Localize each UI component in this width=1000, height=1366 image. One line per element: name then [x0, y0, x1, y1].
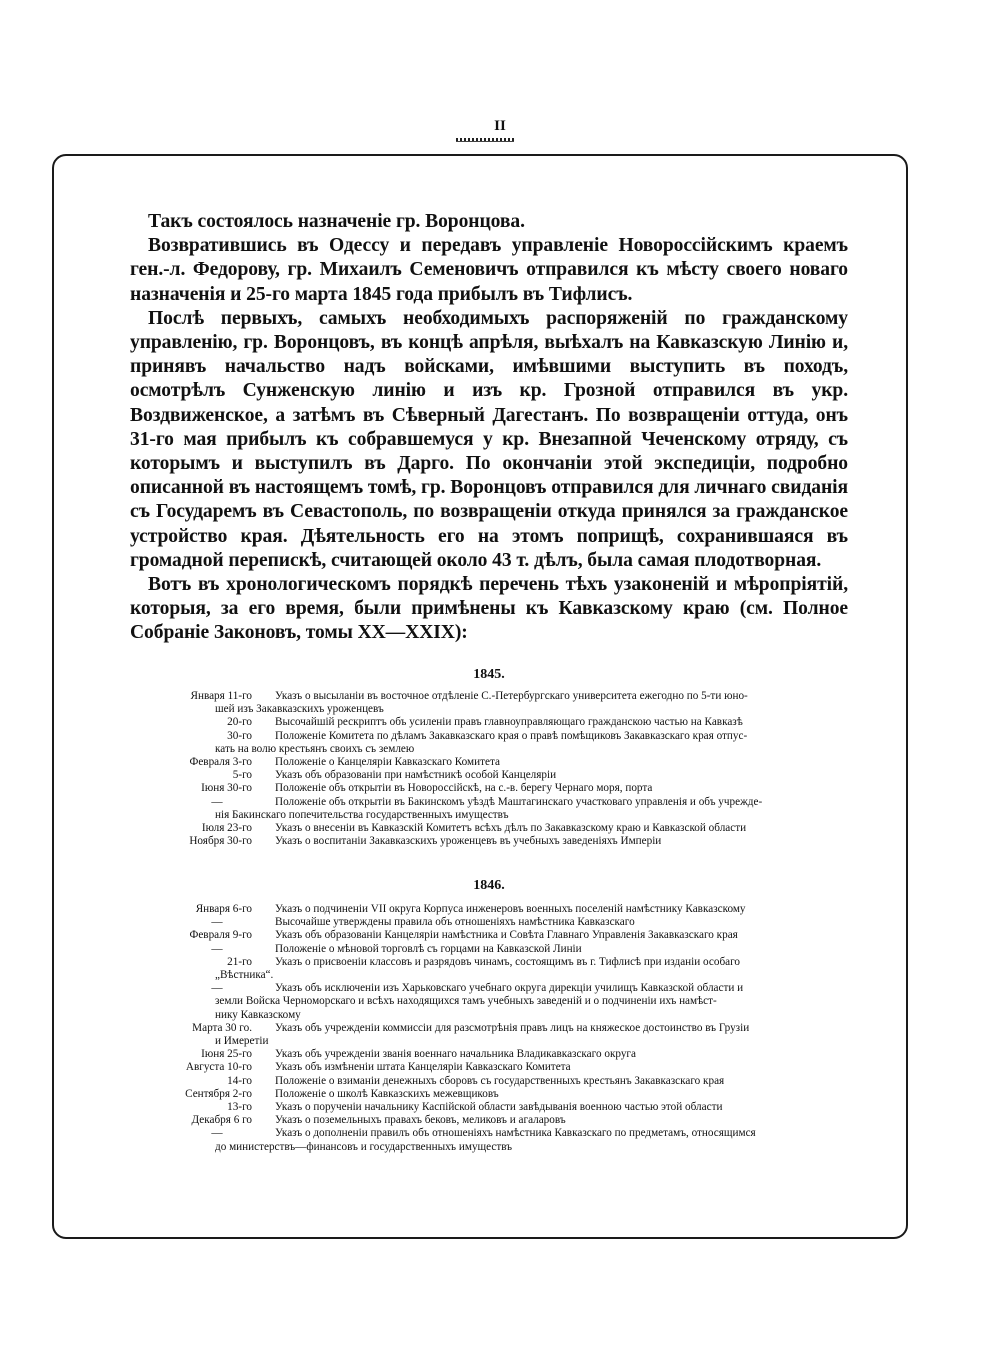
chronology-entry: [160, 690, 850, 716]
chronology-entry: [160, 956, 850, 982]
entry-date: 20-го: [227, 716, 252, 729]
entry-text: Положеніе объ открытіи въ Бакинскомъ уѣздѣ Маштагинскаго участковаго управленія и объ учрежде- нія Бакинскаго попечительства государственныхъ имуществъ: [215, 795, 763, 821]
entry-text: Положеніе Комитета по дѣламъ Закавказскаго края о правѣ помѣщиковъ Закавказскаго края отпус- кать на волю крестьянъ своихъ съ землею: [215, 729, 748, 755]
entry-text: Указъ о дополненіи правилъ объ отношеніяхъ намѣстника Кавказскаго по предметамъ, относящимся до министерствъ—финансовъ и государственныхъ имуществъ: [215, 1127, 756, 1153]
chronology-list-1846: [160, 903, 850, 1154]
entry-text: Указъ о поземельныхъ правахъ бековъ, меликовъ и агаларовъ: [275, 1114, 566, 1127]
entry-date: Іюня 25-го: [201, 1048, 252, 1061]
chronology-entry: [160, 1061, 850, 1074]
paragraph: Возвратившись въ Одессу и передавъ управленіе Новороссійскимъ краемъ ген.-л. Федорову, гр. Михаилъ Семеновичъ отправился къ мѣсту своего новаго назначенія и 25-го марта 1845 года прибылъ въ Тифлисъ.: [130, 235, 848, 305]
chronology-entry: [160, 730, 850, 756]
entry-text: Указъ о присвоеніи классовъ и разрядовъ чинамъ, состоящимъ въ г. Тифлисѣ при изданіи особаго „Вѣстника“.: [215, 955, 741, 982]
entry-date: Января 11-го: [190, 690, 252, 702]
chronology-entry: [160, 716, 850, 729]
paragraph: Такъ состоялось назначеніе гр. Воронцова.: [148, 211, 525, 232]
entry-date: Августа 10-го: [185, 1061, 252, 1074]
chronology-entry: [160, 1127, 850, 1153]
entry-text: Положеніе о взиманіи денежныхъ сборовъ съ государственныхъ крестьянъ Закавказскаго края: [275, 1074, 725, 1087]
chronology-list-1845: [160, 690, 850, 848]
year-heading-1846: 1846.: [473, 878, 505, 893]
entry-date: Января 6-го: [195, 903, 252, 915]
entry-text: Указъ о подчиненіи VII округа Корпуса инженеровъ военныхъ поселеній намѣстнику Кавказскому: [275, 903, 746, 915]
chronology-entry: [160, 822, 850, 835]
entry-date: 21-го: [227, 955, 252, 968]
entry-text: Высочайше утверждены правила объ отношеніяхъ намѣстника Кавказскаго: [275, 916, 635, 929]
chronology-entry: [160, 1075, 850, 1088]
entry-date: Сентября 2-го: [185, 1087, 252, 1100]
chronology-entry: [160, 835, 850, 848]
entry-text: Указъ объ исключеніи изъ Харьковскаго учебнаго округа дирекціи училищъ Кавказской области и земли Войска Черноморскаго и всѣхъ находящихся тамъ учебныхъ заведеній и о подчиненіи ихъ намѣст- нику Кавказскому: [215, 982, 744, 1021]
entry-date: —: [211, 916, 223, 929]
entry-date: —: [211, 982, 223, 995]
entry-date: Февраля 9-го: [189, 929, 252, 942]
paragraph: Вотъ въ хронологическомъ порядкѣ перечень тѣхъ узаконеній и мѣропріятій, которыя, за его время, были примѣнены къ Кавказскому краю (см. Полное Собраніе Законовъ, томы XX—XXIX):: [130, 574, 848, 644]
chronology-entry: [160, 782, 850, 795]
entry-date: —: [211, 795, 223, 808]
year-heading-1845: 1845.: [473, 667, 505, 682]
entry-text: Указъ о порученіи начальнику Каспійской области завѣдыванія военною частью этой области: [275, 1101, 723, 1114]
entry-date: Декабря 6 го: [191, 1114, 252, 1127]
chronology-entry: [160, 1114, 850, 1127]
entry-text: Указъ о внесеніи въ Кавказскій Комитетъ всѣхъ дѣлъ по Закавказскому краю и Кавказской области: [275, 822, 747, 835]
paragraph: Послѣ первыхъ, самыхъ необходимыхъ распоряженій по гражданскому управленію, гр. Воронцовъ, въ концѣ апрѣля, выѣхалъ на Кавказскую Линію и, принявъ начальство надъ войсками, имѣвшими выступить въ походъ, осмотрѣлъ Сунженскую линію и изъ кр. Грозной отправился въ укр. Воздвиженское, а затѣмъ въ Сѣверный Дагестанъ. По возвращеніи оттуда, онъ 31-го мая прибылъ къ собравшемуся у кр. Внезапной Чеченскому отряду, съ которымъ и выступилъ въ Дарго. По окончаніи этой экспедиціи, подробно описанной въ настоящемъ томѣ, гр. Воронцовъ отправился для личнаго свиданія съ Государемъ въ Севастополь, по возвращеніи откуда принялся за гражданское устройство края. Дѣятельность его на этомъ поприщѣ, сохранившаяся въ громадной перепискѣ, считающей около 43 т. дѣлъ, была самая плодотворная.: [130, 307, 848, 571]
body-text: [130, 210, 848, 646]
entry-date: —: [211, 942, 223, 955]
entry-date: Ноября 30-го: [189, 835, 252, 848]
entry-text: Положеніе объ открытіи въ Новороссійскѣ, на с.-в. берегу Чернаго моря, порта: [275, 782, 653, 795]
entry-text: Указъ объ учрежденіи коммиссіи для разсмотрѣнія правъ лицъ на княжеское достоинство въ Грузіи и Имеретіи: [215, 1021, 750, 1048]
entry-date: —: [211, 1127, 223, 1140]
entry-text: Указъ о высыланіи въ восточное отдѣленіе С.-Петербургскаго университета ежегодно по 5-ти юно- шей изъ Закавказскихъ уроженцевъ: [215, 690, 748, 716]
entry-text: Положеніе о школѣ Кавказскихъ межевщиковъ: [275, 1087, 499, 1100]
entry-date: Іюня 30-го: [201, 782, 252, 795]
entry-date: Іюля 23-го: [201, 822, 252, 835]
entry-date: 13-го: [227, 1101, 252, 1114]
entry-text: Положеніе о Канцеляріи Кавказскаго Комитета: [275, 756, 500, 769]
entry-date: 30-го: [227, 729, 252, 742]
chronology-entry: [160, 916, 850, 929]
chronology-entry: [160, 1048, 850, 1061]
entry-text: Указъ объ учрежденіи званія военнаго начальника Владикавказскаго округа: [275, 1048, 636, 1061]
chronology-entry: [160, 1088, 850, 1101]
chronology-entry: [160, 756, 850, 769]
entry-date: 5-го: [232, 769, 252, 782]
chronology-entry: [160, 943, 850, 956]
entry-text: Указъ объ образованіи при намѣстникѣ особой Канцеляріи: [275, 769, 557, 782]
chronology-entry: [160, 1101, 850, 1114]
chronology-entry: [160, 1022, 850, 1048]
entry-date: Февраля 3-го: [189, 756, 252, 769]
entry-text: Указъ объ измѣненіи штата Канцеляріи Кавказскаго Комитета: [275, 1061, 571, 1074]
page-number: II: [494, 118, 506, 134]
page-number-underline: [456, 138, 514, 142]
chronology-entry: [160, 982, 850, 1022]
entry-date: Марта 30 го.: [192, 1021, 252, 1034]
chronology-entry: [160, 929, 850, 942]
chronology-entry: [160, 903, 850, 916]
chronology-entry: [160, 796, 850, 822]
entry-text: Указъ о воспитаніи Закавказскихъ уроженцевъ въ учебныхъ заведеніяхъ Имперіи: [275, 835, 662, 848]
entry-date: 14-го: [227, 1074, 252, 1087]
entry-text: Указъ объ образованіи Канцеляріи намѣстника и Совѣта Главнаго Управленія Закавказскаго края: [275, 929, 738, 942]
entry-text: Положеніе о мѣновой торговлѣ съ горцами на Кавказской Линіи: [275, 942, 582, 955]
entry-text: Высочайшій рескриптъ объ усиленіи правъ главноуправляющаго гражданскою частью на Кавказѣ: [275, 716, 743, 729]
chronology-entry: [160, 769, 850, 782]
